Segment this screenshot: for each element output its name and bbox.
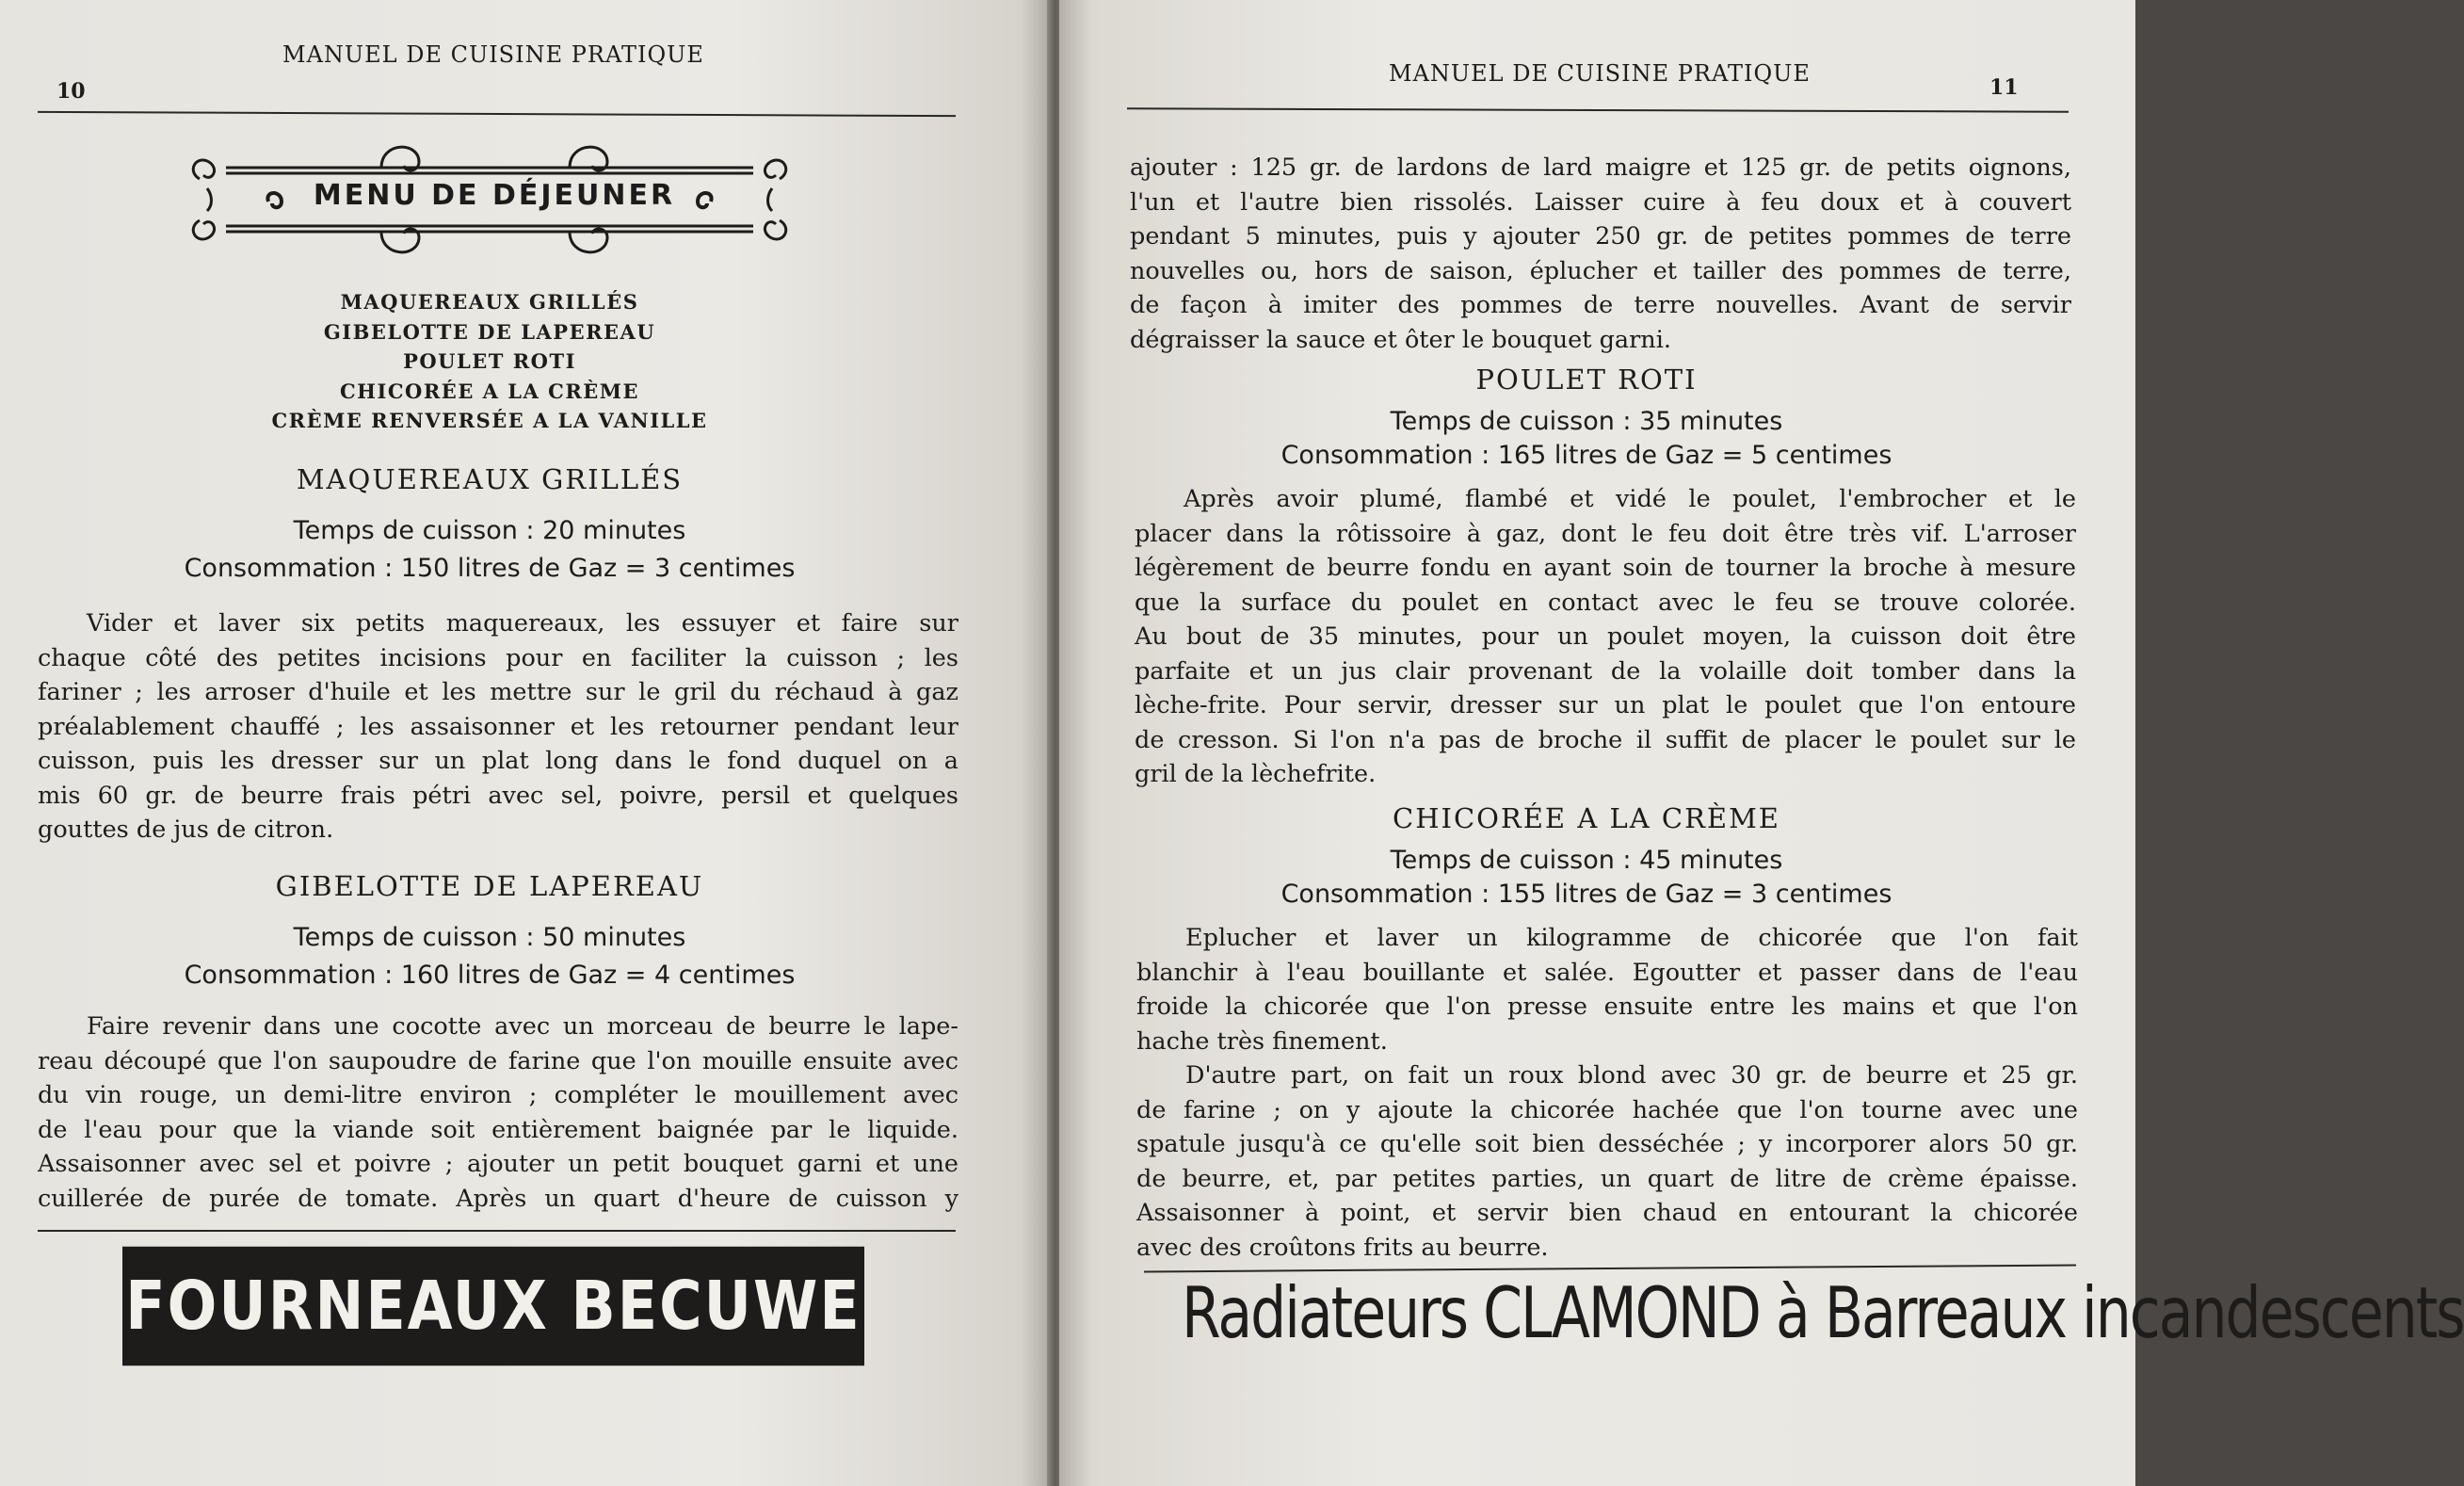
text-line: de beurre, et, par petites parties, un quart de litre de crème épaisse.: [1136, 1164, 2078, 1193]
text-line: D'autre part, on fait un roux blond avec 30 gr. de beurre et 25 gr.: [1185, 1061, 2078, 1090]
text-line: Au bout de 35 minutes, pour un poulet moyen, la cuisson doit être: [1135, 622, 2076, 651]
text-line: Assaisonner à point, et servir bien chaud en entourant la chicorée: [1136, 1199, 2078, 1227]
header-rule-right: [1127, 107, 2069, 112]
recipe-body-maquereaux: [38, 606, 958, 848]
text-line: lèche-frite. Pour servir, dresser sur un plat le poulet que l'on entoure: [1135, 691, 2076, 719]
text-line: mis 60 gr. de beurre frais pétri avec sel, poivre, persil et quelques: [38, 781, 958, 810]
continuation-text: [1130, 151, 2071, 357]
text-line: dégraisser la sauce et ôter le bouquet garni.: [1130, 325, 1671, 354]
menu-title: MENU DE DÉJEUNER: [313, 179, 676, 212]
recipe-time-chicoree: Temps de cuisson : 45 minutes: [1390, 846, 1783, 875]
recipe-consumption-gibelotte: Consommation : 160 litres de Gaz = 4 centimes: [184, 961, 796, 990]
text-line: Eplucher et laver un kilogramme de chicorée que l'on fait: [1185, 924, 2078, 952]
text-line: ajouter : 125 gr. de lardons de lard maigre et 125 gr. de petits oignons,: [1130, 153, 2071, 182]
recipe-time-gibelotte: Temps de cuisson : 50 minutes: [293, 923, 686, 952]
advert-fourneaux-becuwe: FOURNEAUX BECUWE: [122, 1247, 864, 1366]
left-page: [0, 0, 1053, 1486]
menu-item: GIBELOTTE DE LAPEREAU: [323, 319, 656, 344]
text-line: Faire revenir dans une cocotte avec un morceau de beurre le lape-: [87, 1012, 958, 1041]
text-line: fariner ; les arroser d'huile et les mettre sur le gril du réchaud à gaz: [38, 678, 958, 706]
text-line: avec des croûtons frits au beurre.: [1136, 1233, 1549, 1262]
recipe-body-gibelotte: [38, 1010, 958, 1216]
text-line: de cresson. Si l'on n'a pas de broche il suffit de placer le poulet sur le: [1135, 725, 2076, 754]
recipe-title-poulet: POULET ROTI: [1475, 363, 1698, 396]
recipe-body-chicoree: [1136, 921, 2078, 1265]
text-line: du vin rouge, un demi-litre environ ; compléter le mouillement avec: [38, 1081, 958, 1109]
recipe-title-chicoree: CHICORÉE A LA CRÈME: [1393, 802, 1780, 834]
text-line: hache très finement.: [1136, 1026, 1388, 1056]
recipe-consumption-poulet: Consommation : 165 litres de Gaz = 5 centimes: [1280, 441, 1892, 470]
menu-item: CHICORÉE A LA CRÈME: [339, 379, 640, 403]
recipe-body-poulet: [1135, 482, 2076, 792]
menu-item: CRÈME RENVERSÉE A LA VANILLE: [271, 409, 708, 432]
text-line: légèrement de beurre fondu en ayant soin de tourner la broche à mesure: [1135, 554, 2076, 582]
recipe-title-maquereaux: MAQUEREAUX GRILLÉS: [296, 463, 684, 495]
page-number-right: 11: [1989, 75, 2019, 100]
footer-rule-left: [38, 1230, 956, 1232]
recipe-title-gibelotte: GIBELOTTE DE LAPEREAU: [275, 870, 704, 902]
text-line: Après avoir plumé, flambé et vidé le poulet, l'embrocher et le: [1184, 485, 2076, 513]
text-line: préalablement chauffé ; les assaisonner et les retourner pendant leur: [38, 712, 958, 741]
text-line: nouvelles ou, hors de saison, éplucher et tailler des pommes de terre,: [1130, 256, 2071, 285]
recipe-time-poulet: Temps de cuisson : 35 minutes: [1390, 407, 1783, 436]
recipe-consumption-chicoree: Consommation : 155 litres de Gaz = 3 centimes: [1280, 880, 1892, 909]
advert-radiateurs-clamond: Radiateurs CLAMOND à Barreaux incandescents: [1182, 1272, 2464, 1355]
header-rule-left: [38, 111, 956, 117]
text-line: de façon à imiter des pommes de terre nouvelles. Avant de servir: [1130, 291, 2071, 319]
page-number-left: 10: [56, 79, 86, 104]
footer-rule-right: [1144, 1265, 2076, 1273]
text-line: que la surface du poulet en contact avec le feu se trouve colorée.: [1135, 588, 2076, 617]
text-line: gril de la lèchefrite.: [1135, 760, 1377, 788]
running-head-right: MANUEL DE CUISINE PRATIQUE: [1389, 60, 1811, 87]
text-line: cuisson, puis les dresser sur un plat long dans le fond duquel on a: [38, 747, 958, 775]
recipe-time-maquereaux: Temps de cuisson : 20 minutes: [293, 516, 686, 545]
menu-ornament-frame: [188, 132, 800, 259]
text-line: spatule jusqu'à ce qu'elle soit bien desséchée ; y incorporer alors 50 gr.: [1136, 1130, 2078, 1158]
menu-item: MAQUEREAUX GRILLÉS: [340, 290, 639, 314]
right-page: [1059, 0, 2464, 1486]
text-line: placer dans la rôtissoire à gaz, dont le feu doit être très vif. L'arroser: [1135, 519, 2076, 548]
text-line: Vider et laver six petits maquereaux, les essuyer et faire sur: [87, 609, 958, 638]
text-line: de farine ; on y ajoute la chicorée hachée que l'on tourne avec une: [1136, 1095, 2078, 1124]
menu-item: POULET ROTI: [403, 349, 576, 373]
running-head-left: MANUEL DE CUISINE PRATIQUE: [282, 41, 704, 68]
text-line: froide la chicorée que l'on presse ensuite entre les mains et que l'on: [1136, 993, 2078, 1021]
text-line: pendant 5 minutes, puis y ajouter 250 gr. de petites pommes de terre: [1130, 222, 2071, 250]
text-line: Assaisonner avec sel et poivre ; ajouter un petit bouquet garni et une: [38, 1150, 958, 1178]
text-line: l'un et l'autre bien rissolés. Laisser cuire à feu doux et à couvert: [1130, 187, 2071, 217]
text-line: de l'eau pour que la viande soit entièrement baignée par le liquide.: [38, 1115, 958, 1144]
text-line: reau découpé que l'on saupoudre de farine que l'on mouille ensuite avec: [38, 1046, 958, 1075]
menu-list: [151, 287, 829, 436]
text-line: gouttes de jus de citron.: [38, 816, 334, 844]
text-line: cuillerée de purée de tomate. Après un quart d'heure de cuisson y: [38, 1184, 958, 1213]
recipe-consumption-maquereaux: Consommation : 150 litres de Gaz = 3 centimes: [184, 554, 796, 583]
text-line: chaque côté des petites incisions pour en faciliter la cuisson ; les: [38, 643, 958, 672]
text-line: blanchir à l'eau bouillante et salée. Egoutter et passer dans de l'eau: [1136, 958, 2078, 987]
text-line: parfaite et un jus clair provenant de la volaille doit tomber dans la: [1135, 656, 2076, 686]
